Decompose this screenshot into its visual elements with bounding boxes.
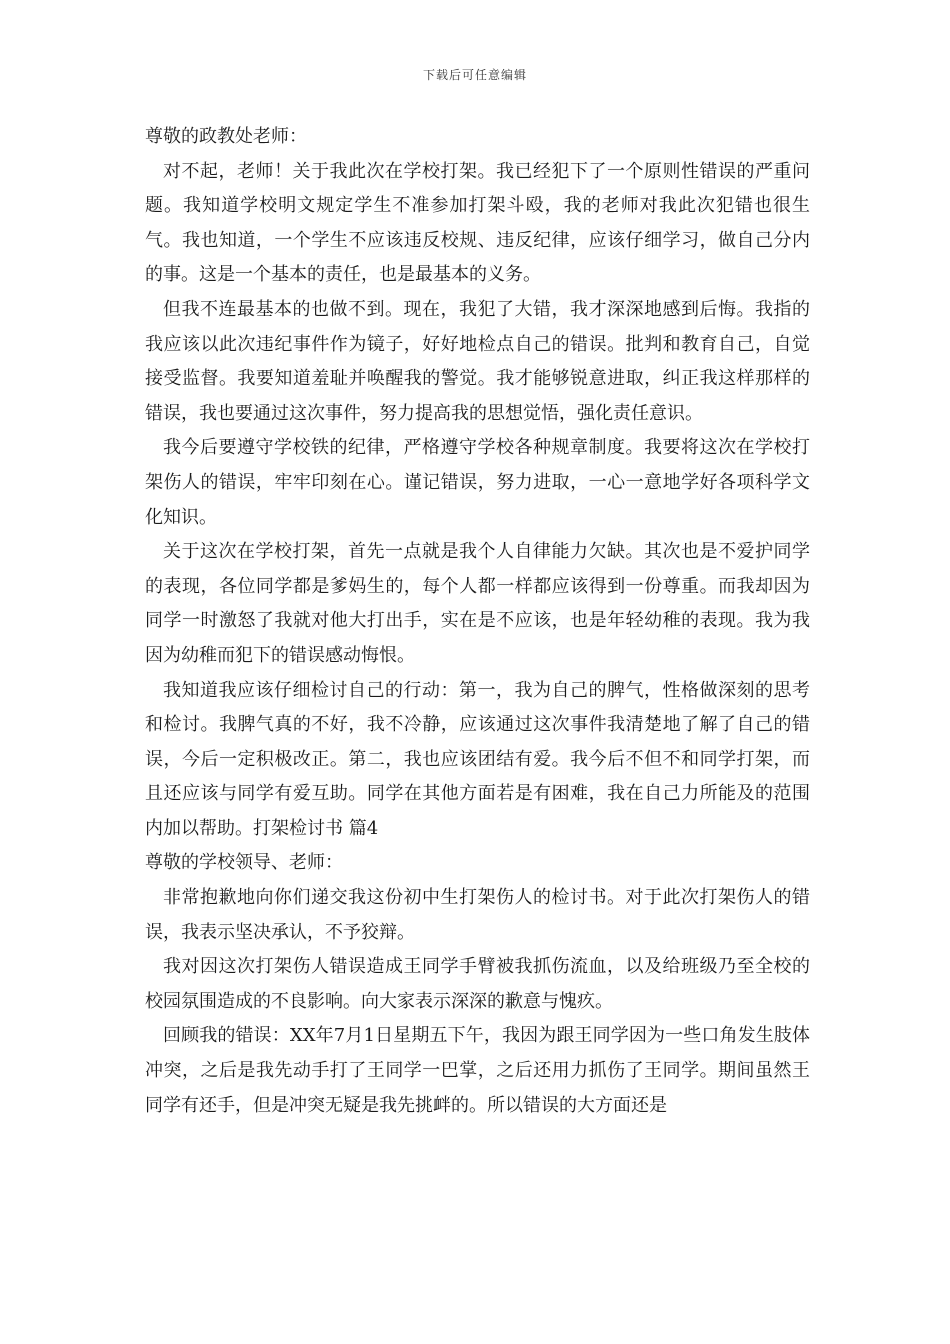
salutation-political-office: 尊敬的政教处老师： (145, 126, 307, 147)
salutation-school-leaders: 尊敬的学校领导、老师： (145, 852, 343, 874)
paragraph-regret: 但我不连最基本的也做不到。现在，我犯了大错，我才深深地感到后悔。我指的我应该以此次违纪事件作为镜子，好好地检点自己的错误。批判和教育自己，自觉接受监督。我要知道羞耻并唤醒我的警觉。我才能够锐意进取，纠正我这样那样的错误，我也要通过这次事件，努力提高我的思想觉悟，强化责任意识。 (145, 298, 810, 424)
paragraph-admission: 非常抱歉地向你们递交我这份初中生打架伤人的检讨书。对于此次打架伤人的错误，我表示坚决承认，不予狡辩。 (145, 887, 810, 943)
page-header-watermark: 下载后可任意编辑 (422, 68, 527, 82)
paragraph-review: 回顾我的错误：XX年7月1日星期五下午，我因为跟王同学因为一些口角发生肢体冲突，之后是我先动手打了王同学一巴掌，之后还用力抓伤了王同学。期间虽然王同学有还手，但是冲突无疑是我先挑衅的。所以错误的大方面还是 (145, 1025, 810, 1116)
document-body (145, 120, 810, 1123)
paragraph-self-discipline: 关于这次在学校打架，首先一点就是我个人自律能力欠缺。其次也是不爱护同学的表现，各位同学都是爹妈生的，每个人都一样都应该得到一份尊重。而我却因为同学一时激怒了我就对他大打出手，实在是不应该，也是年轻幼稚的表现。我为我因为幼稚而犯下的错误感动悔恨。 (145, 541, 810, 666)
paragraph-reflection: 我知道我应该仔细检讨自己的行动：第一，我为自己的脾气，性格做深刻的思考和检讨。我脾气真的不好，我不冷静，应该通过这次事件我清楚地了解了自己的错误，今后一定积极改正。第二，我也应该团结有爱。我今后不但不和同学打架，而且还应该与同学有爱互助。同学在其他方面若是有困难，我在自己力所能及的范围内加以帮助。打架检讨书 篇4 (145, 679, 810, 839)
paragraph-consequences: 我对因这次打架伤人错误造成王同学手臂被我抓伤流血，以及给班级乃至全校的校园氛围造成的不良影响。向大家表示深深的歉意与愧疚。 (145, 956, 810, 1012)
paragraph-apology: 对不起，老师！关于我此次在学校打架。我已经犯下了一个原则性错误的严重问题。我知道学校明文规定学生不准参加打架斗殴，我的老师对我此次犯错也很生气。我也知道，一个学生不应该违反校规、违反纪律，应该仔细学习，做自己分内的事。这是一个基本的责任，也是最基本的义务。 (145, 160, 810, 286)
paragraph-discipline: 我今后要遵守学校铁的纪律，严格遵守学校各种规章制度。我要将这次在学校打架伤人的错误，牢牢印刻在心。谨记错误，努力进取，一心一意地学好各项科学文化知识。 (145, 437, 810, 528)
